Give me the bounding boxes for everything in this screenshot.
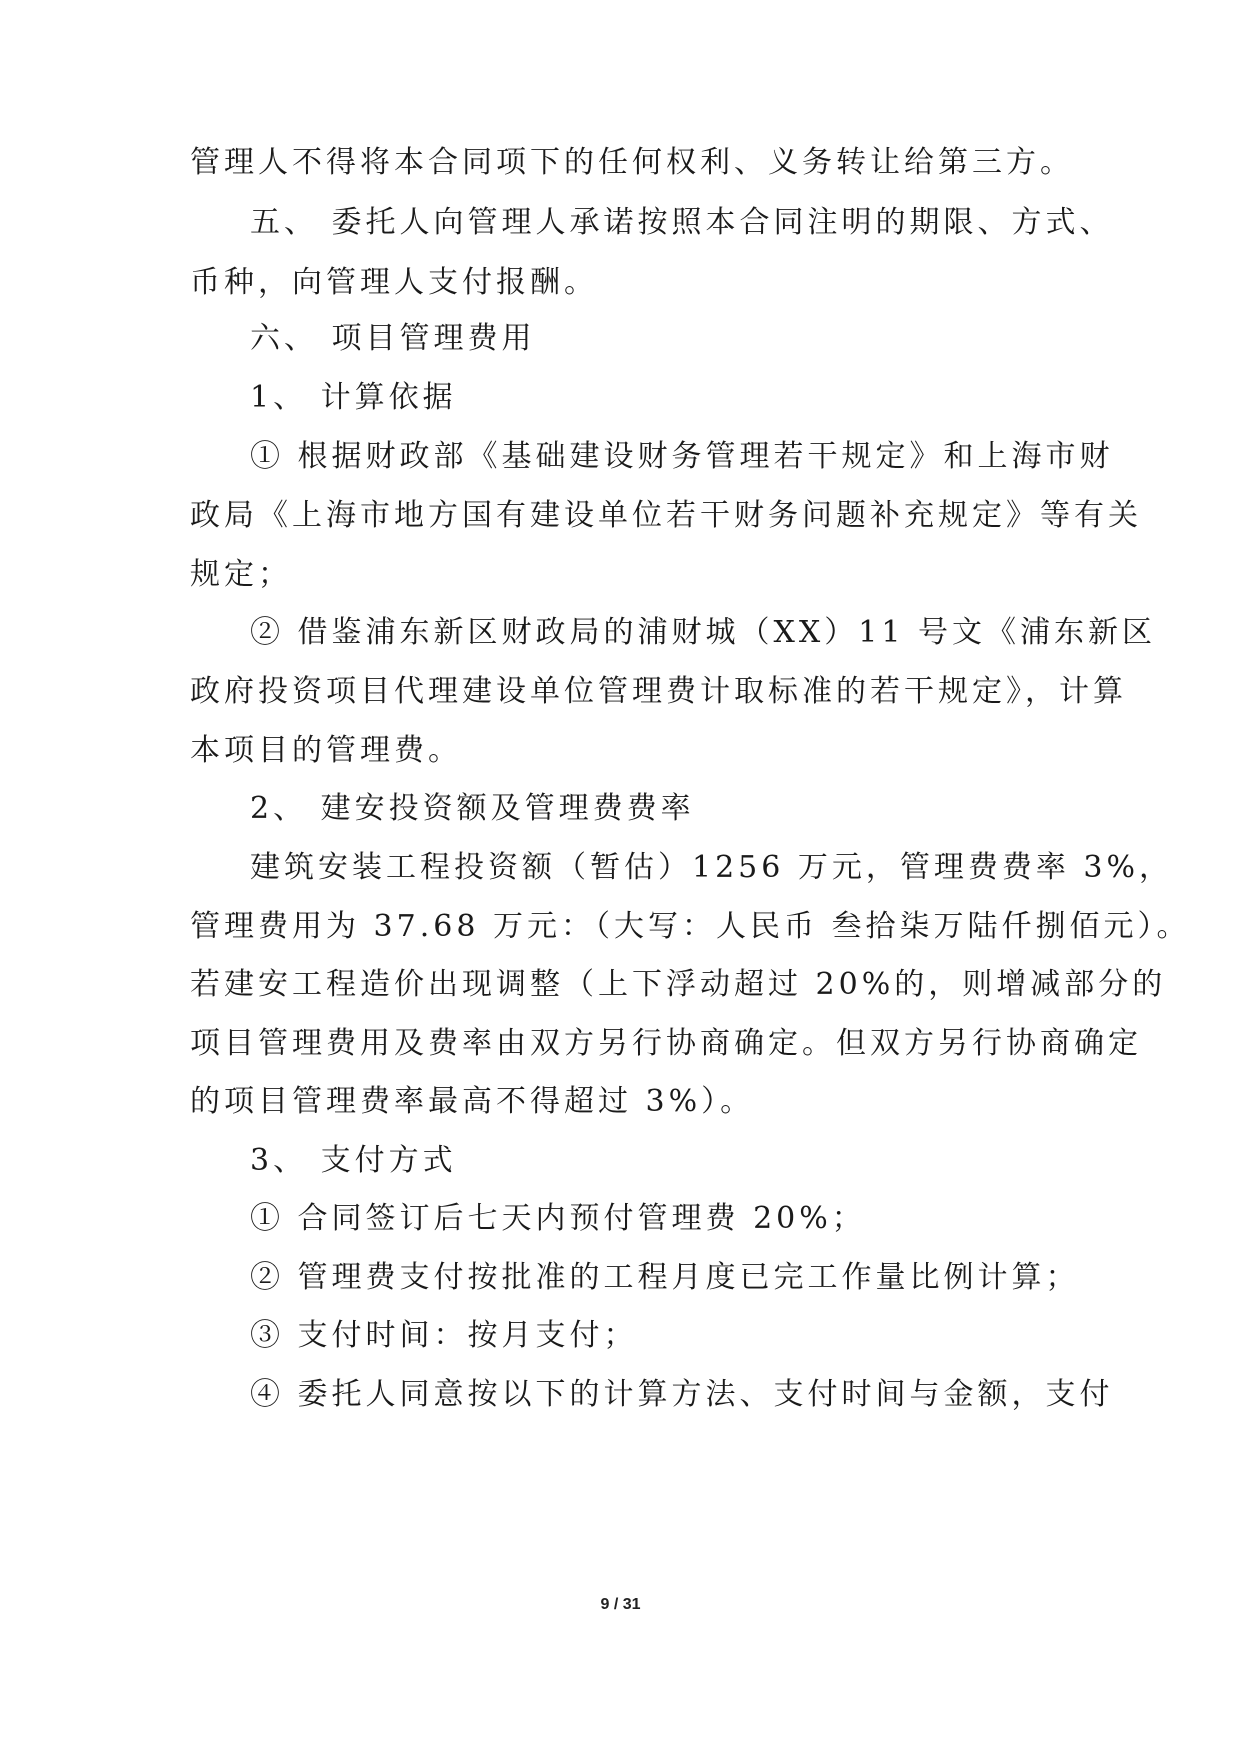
paragraph-line: 项目管理费用及费率由双方另行协商确定。但双方另行协商确定 — [190, 1026, 1142, 1061]
list-item: ① 合同签订后七天内预付管理费 20%； — [250, 1201, 866, 1236]
subsection-heading: 2、 建安投资额及管理费费率 — [250, 791, 695, 826]
paragraph-line: 政府投资项目代理建设单位管理费计取标准的若干规定》，计算 — [190, 674, 1127, 709]
section-heading: 六、 项目管理费用 — [250, 321, 536, 356]
paragraph-line: 若建安工程造价出现调整（上下浮动超过 20%的，则增减部分的 — [190, 967, 1167, 1002]
paragraph-line: 建筑安装工程投资额（暂估）1256 万元，管理费费率 3%， — [250, 850, 1174, 885]
paragraph-line: 币种，向管理人支付报酬。 — [190, 265, 598, 300]
paragraph-line: 本项目的管理费。 — [190, 733, 462, 768]
page-number: 9 / 31 — [600, 1596, 641, 1613]
paragraph-line: ② 借鉴浦东新区财政局的浦财城（XX）11 号文《浦东新区 — [250, 615, 1156, 650]
list-item: ③ 支付时间：按月支付； — [250, 1318, 638, 1353]
paragraph-line: 规定； — [190, 557, 292, 592]
list-item: ② 管理费支付按批准的工程月度已完工作量比例计算； — [250, 1260, 1080, 1295]
list-item: ④ 委托人同意按以下的计算方法、支付时间与金额，支付 — [250, 1377, 1114, 1412]
paragraph-line: 政局《上海市地方国有建设单位若干财务问题补充规定》等有关 — [190, 498, 1142, 533]
paragraph-line: 管理人不得将本合同项下的任何权利、义务转让给第三方。 — [190, 145, 1074, 180]
paragraph-line: 的项目管理费率最高不得超过 3%）。 — [190, 1084, 755, 1119]
paragraph-line: ① 根据财政部《基础建设财务管理若干规定》和上海市财 — [250, 439, 1114, 474]
paragraph-line: 五、 委托人向管理人承诺按照本合同注明的期限、方式、 — [250, 205, 1114, 240]
subsection-heading: 1、 计算依据 — [250, 380, 457, 415]
subsection-heading: 3、 支付方式 — [250, 1143, 457, 1178]
paragraph-line: 管理费用为 37.68 万元：（大写：人民币 叁拾柒万陆仟捌佰元）。 — [190, 909, 1191, 944]
